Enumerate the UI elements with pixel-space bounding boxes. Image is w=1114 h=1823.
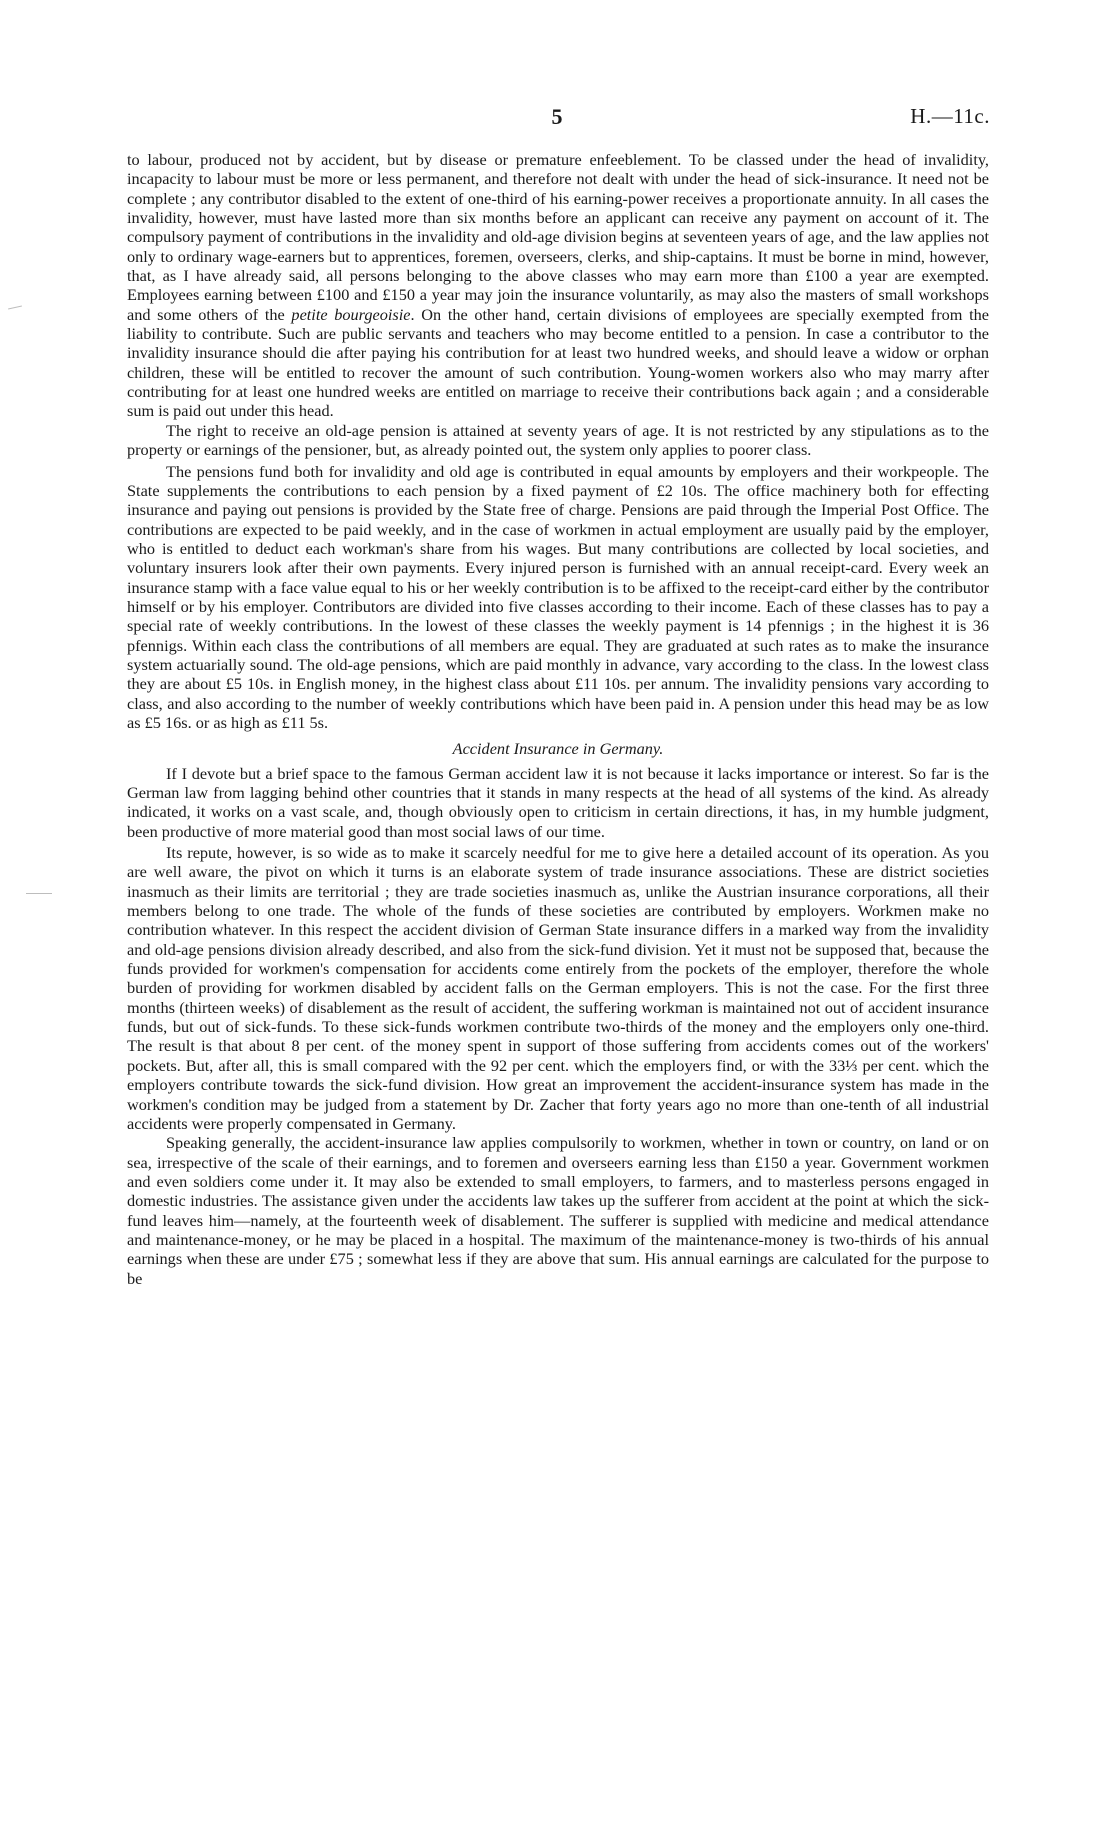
page-number: 5 [551, 104, 563, 129]
paragraph-accident-scope: Speaking generally, the accident-insurance law applies compulsorily to workmen, whether in town or country, on land or on sea, irrespective of the scale of their earnings, and to foremen and overseers earning less than £150 a year. Government workmen and even soldiers come under it. It may also be extended to small employers, to farmers, and to masterless persons engaged in domestic industries. The assistance given under the accidents law takes up the sufferer from accident at the point at which the sick-fund leaves him—namely, at the fourteenth week of disablement. The sufferer is supplied with medicine and medical attendance and maintenance-money, or he may be placed in a hospital. The maximum of the maintenance-money is two-thirds of his annual earnings when these are under £75 ; somewhat less if they are above that sum. His annual earnings are calculated for the purpose to be [127, 1133, 989, 1288]
paragraph-accident-repute: Its repute, however, is so wide as to make it scarcely needful for me to give here a detailed account of its operation. As you are well aware, the pivot on which it turns is an elaborate system of trade insurance associations. These are district societies inasmuch as their limits are territorial ; they are trade societies inasmuch as, unlike the Austrian insurance corporations, all their members belong to one trade. The whole of the funds of these societies are contributed by employers. Workmen make no contribution whatever. In this respect the accident division of German State insurance differs in a marked way from the invalidity and old-age pensions division already described, and also from the sick-fund division. Yet it must not be supposed that, because the funds provided for workmen's compensation for accidents come entirely from the pockets of the employer, therefore the whole burden of providing for workmen disabled by accident falls on the German employers. This is not the case. For the first three months (thirteen weeks) of disablement as the result of accident, the suffering workman is maintained not out of accident insurance funds, but out of sick-funds. To these sick-funds workmen contribute two-thirds of the money and the employers only one-third. The result is that about 8 per cent. of the money spent in support of those suffering from accidents comes out of the workers' pockets. But, after all, this is small compared with the 92 per cent. which the employers find, or with the 33⅓ per cent. which the employers contribute towards the sick-fund division. How great an improvement the accident-insurance system has made in the workmen's condition may be judged from a statement by Dr. Zacher that forty years ago no more than one-tenth of all industrial accidents were properly compensated in Germany. [127, 843, 989, 1133]
paragraph-accident-intro: If I devote but a brief space to the famous German accident law it is not because it lacks importance or interest. So far is the German law from lagging behind other countries that it stands in many respects at the head of all systems of the kind. As already indicated, it works on a vast scale, and, though obviously open to criticism in certain directions, it has, in my humble judgment, been productive of more material good than most social laws of our time. [127, 763, 989, 841]
body-text [127, 150, 989, 1288]
margin-mark [8, 306, 22, 310]
paragraph-old-age-pension: The right to receive an old-age pension is attained at seventy years of age. It is not restricted by any stipulations as to the property or earnings of the pensioner, but, as already pointed out, the system only applies to poorer class. [127, 420, 989, 460]
italic-phrase: petite bourgeoisie [291, 304, 411, 324]
paragraph-pensions-fund: The pensions fund both for invalidity and old age is contributed in equal amounts by employers and their workpeople. The State supplements the contributions to each pension by a fixed payment of £2 10s. The office machinery both for effecting insurance and paying out pensions is provided by the State free of charge. Pensions are paid through the Imperial Post Office. The contributions are expected to be paid weekly, and in the case of workmen in actual employment are usually paid by the employer, who is entitled to deduct each workman's share from his wages. But many contributions are collected by local societies, and voluntary insurers look after their own payments. Every injured person is furnished with an annual receipt-card. Every week an insurance stamp with a face value equal to his or her weekly contribution is to be affixed to the receipt-card either by the contributor himself or by his employer. Contributors are divided into five classes according to their income. Each of these classes has to pay a special rate of weekly contributions. In the lowest of these classes the weekly payment is 14 pfennigs ; in the highest it is 36 pfennigs. Within each class the contributions of all members are equal. They are graduated at such rates as to make the insurance system actuarially sound. The old-age pensions, which are paid monthly in advance, vary according to the class. In the lowest class they are about £5 10s. in English money, in the highest class about £11 10s. per annum. The invalidity pensions vary according to class, and also according to the number of weekly contributions which have been paid in. A pension under this head may be as low as £5 16s. or as high as £11 5s. [127, 461, 989, 732]
margin-mark [26, 893, 52, 894]
section-heading: Accident Insurance in Germany. [452, 739, 664, 759]
paragraph-invalidity: to labour, produced not by accident, but by disease or premature enfeeblement. To be classed under the head of invalidity, incapacity to labour must be more or less permanent, and therefore not dealt with under the head of sick-insurance. It need not be complete ; any contributor disabled to the extent of one-third of his earning-power receives a proportionate annuity. In all cases the invalidity, however, must have lasted more than six months before an applicant can receive any payment on account of it. The compulsory payment of contributions in the invalidity and old-age division begins at seventeen years of age, and the law applies not only to ordinary wage-earners but to apprentices, foremen, overseers, clerks, and ship-captains. It must be borne in mind, however, that, as I have already said, all persons belonging to the above classes who may earn more than £100 a year are exempted. Employees earning between £100 and £150 a year may join the insurance voluntarily, as may also the masters of small workshops and some others of the petite bourgeoisie. On the other hand, certain divisions of employees are specially exempted from the liability to contribute. Such are public servants and teachers who may become entitled to a pension. In case a contributor to the invalidity insurance should die after paying his contribution for at least two hundred weeks, and should leave a widow or orphan children, these will be entitled to recover the amount of such contribution. Young-women workers also who may marry after contributing for at least one hundred weeks are entitled on marriage to receive their contributions back again ; and a considerable sum is paid out under this head. [127, 150, 990, 421]
document-reference: H.—11c. [910, 104, 990, 128]
